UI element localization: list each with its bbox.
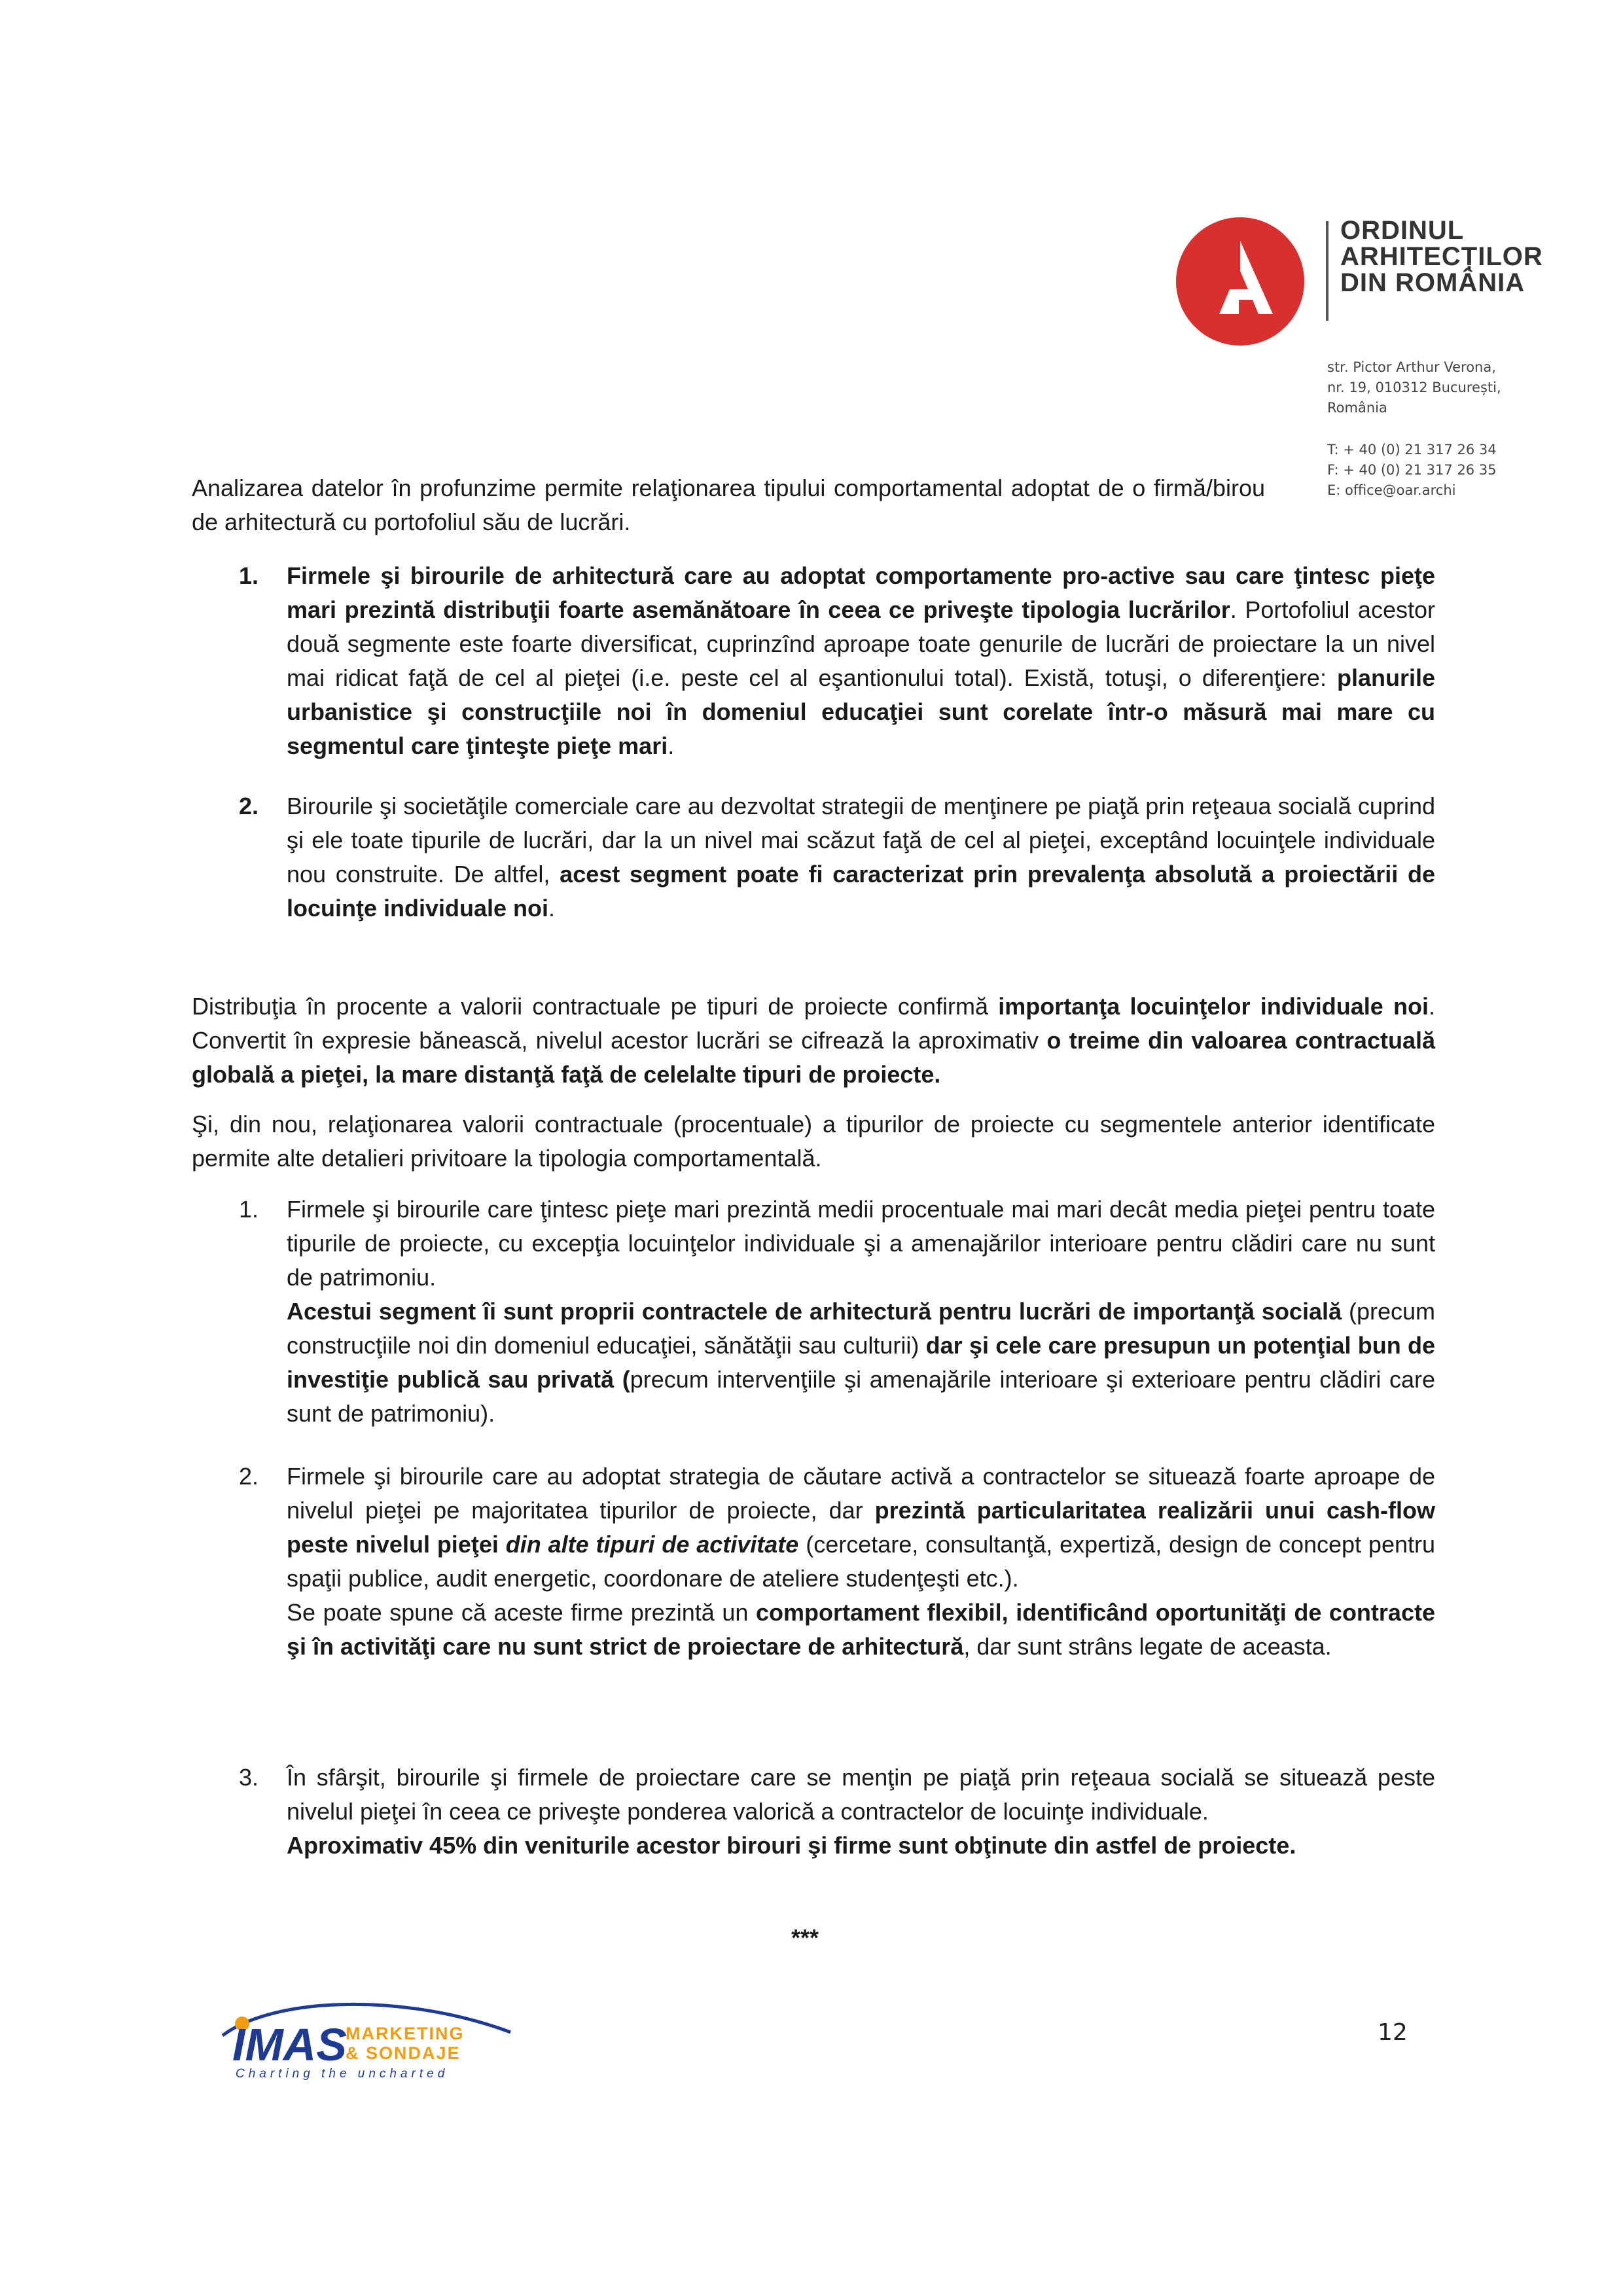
list-text [287, 1761, 1435, 1863]
list-number: 2. [239, 793, 259, 819]
list-item [192, 559, 1435, 763]
bold-text: Aproximativ 45% din veniturile acestor birouri şi firme sunt obţinute din astfel de proiecte. [287, 1832, 1296, 1859]
section-separator: *** [791, 1924, 819, 1951]
list-text [287, 559, 1435, 763]
bold-italic-text: din alte tipuri de activitate [505, 1531, 799, 1558]
text: Birourile şi societăţile comerciale care au dezvoltat strategii de menţinere pe piaţă prin reţeaua socială cuprind şi ele toate tipurile de lucrări, dar la un nivel mai scăzut faţă de cel al pieţei, exceptând locuinţele individuale nou construite. De altfel, [287, 793, 1435, 888]
phone-line: T: + 40 (0) 21 317 26 34 [1327, 442, 1497, 457]
text: precum intervenţiile şi amenajările interioare şi exterioare pentru clădiri care sunt de patrimoniu). [287, 1366, 1435, 1427]
bold-text: dar şi cele care presupun un potenţial bun de investiţie publică sau privată ( [287, 1332, 1435, 1393]
bold-text: acest segment poate fi caracterizat prin prevalenţa absolută a proiectării de locuinţe individuale noi [287, 861, 1436, 922]
logo-divider [1326, 221, 1329, 321]
text [287, 1295, 1435, 1431]
address-line: nr. 19, 010312 București, [1327, 380, 1501, 395]
text: . Convertit în expresie bănească, nivelul acestor lucrări se cifrează la aproximativ [192, 993, 1435, 1054]
text [287, 1596, 1435, 1664]
organization-contact [1327, 440, 1602, 501]
address-line: România [1327, 400, 1387, 416]
intro-paragraph: Analizarea datelor în profunzime permite relaţionarea tipului comportamental adoptat de o firmă/birou de arhitectură cu portofoliul său de lucrări. [192, 475, 1265, 535]
text [287, 1460, 1435, 1596]
address-line: str. Pictor Arthur Verona, [1327, 359, 1496, 375]
list-number: 3. [239, 1764, 259, 1791]
bold-text: prezintă particularitatea realizării unui cash-flow peste nivelul pieţei [287, 1497, 1435, 1558]
organization-address [1327, 357, 1602, 418]
bold-text: Acestui segment îi sunt proprii contractele de arhitectură pentru lucrări de importanţă socială [287, 1298, 1342, 1325]
distribution-paragraph [192, 990, 1435, 1092]
email-line: E: office@oar.archi [1327, 482, 1456, 498]
bold-text: planurile urbanistice şi construcţiile noi în domeniul educaţiei sunt corelate într-o măsură mai mare cu segmentul care ţinteşte pieţe mari [287, 664, 1435, 759]
bold-text: importanţa locuinţelor individuale noi [998, 993, 1429, 1020]
text: (cercetare, consultanţă, expertiză, design de concept pentru spaţii publice, audit energetic, coordonare de ateliere studenţeşti etc.). [287, 1531, 1436, 1592]
text: , dar sunt strâns legate de aceasta. [963, 1633, 1332, 1660]
list-number: 2. [239, 1463, 259, 1490]
bold-text: o treime din valoarea contractuală globală a pieţei, la mare distanţă faţă de celelalte tipuri de proiecte. [192, 1027, 1435, 1088]
text: . [668, 732, 675, 759]
bold-text: Firmele şi birourile de arhitectură care au adoptat comportamente pro-active sau care ţintesc pieţe mari prezintă distribuţii foarte asemănătoare în ceea ce priveşte tipologia lucrărilor [287, 562, 1435, 623]
list-number: 1. [239, 1196, 259, 1223]
imas-tagline: MARKETING [346, 2024, 465, 2043]
list-text [287, 1193, 1435, 1431]
organization-name-line: DIN ROMÂNIA [1340, 268, 1525, 297]
list-item [192, 1193, 1435, 1431]
organization-name [1340, 217, 1615, 296]
relation-paragraph: Şi, din nou, relaţionarea valorii contractuale (procentuale) a tipurilor de proiecte cu segmentele anterior identificate permite alte detalieri privitoare la tipologia comportamentală. [192, 1111, 1435, 1172]
oar-logo [1175, 216, 1306, 347]
fax-line: F: + 40 (0) 21 317 26 35 [1327, 462, 1497, 478]
text: (precum construcţiile noi din domeniul educaţiei, sănătăţii sau culturii) [287, 1298, 1435, 1359]
bold-text: comportament flexibil, identificând oportunităţi de contracte şi în activităţi care nu sunt strict de proiectare de arhitectură [287, 1599, 1435, 1660]
page-number: 12 [1378, 2019, 1408, 2046]
list-item [192, 1460, 1435, 1664]
text: Se poate spune că aceste firme prezintă un [287, 1599, 757, 1626]
imas-name: IMAS [232, 2019, 347, 2070]
text: Firmele şi birourile care ţintesc pieţe mari prezintă medii procentuale mai mari decât media pieţei pentru toate tipurile de proiecte, cu excepţia locuinţelor individuale şi a amenajărilor interioare pentru clădiri care nu sunt de patrimoniu. [287, 1196, 1435, 1291]
list-text [287, 1460, 1435, 1664]
text: . [548, 895, 556, 922]
text: . Portofoliul acestor două segmente este foarte diversificat, cuprinzînd aproape toate genurile de lucrări de proiectare la un nivel mai ridicat faţă de cel al pieţei (i.e. peste cel al eşantionului total). Există, totuşi, o diferenţiere: [287, 596, 1435, 691]
text: Firmele şi birourile care au adoptat strategia de căutare activă a contractelor se situează foarte aproape de nivelul pieţei pe majoritatea tipurilor de proiecte, dar [287, 1463, 1435, 1524]
text [287, 1829, 1435, 1863]
organization-name-line: ARHITECȚILOR [1340, 242, 1543, 271]
list-item [192, 1761, 1435, 1863]
text: În sfârşit, birourile şi firmele de proiectare care se menţin pe piaţă prin reţeaua socială se situează peste nivelul pieţei în ceea ce priveşte ponderea valorică a contractelor de locuinţe individuale. [287, 1764, 1435, 1825]
list-item [192, 789, 1435, 925]
list-number: 1. [239, 562, 259, 589]
imas-slogan: Charting the uncharted [236, 2067, 449, 2081]
imas-logo [196, 1996, 537, 2081]
imas-tagline: & SONDAJE [346, 2043, 461, 2063]
organization-name-line: ORDINUL [1340, 216, 1465, 245]
text: Distribuţia în procente a valorii contractuale pe tipuri de proiecte confirmă [192, 993, 999, 1020]
list-text [287, 789, 1435, 925]
